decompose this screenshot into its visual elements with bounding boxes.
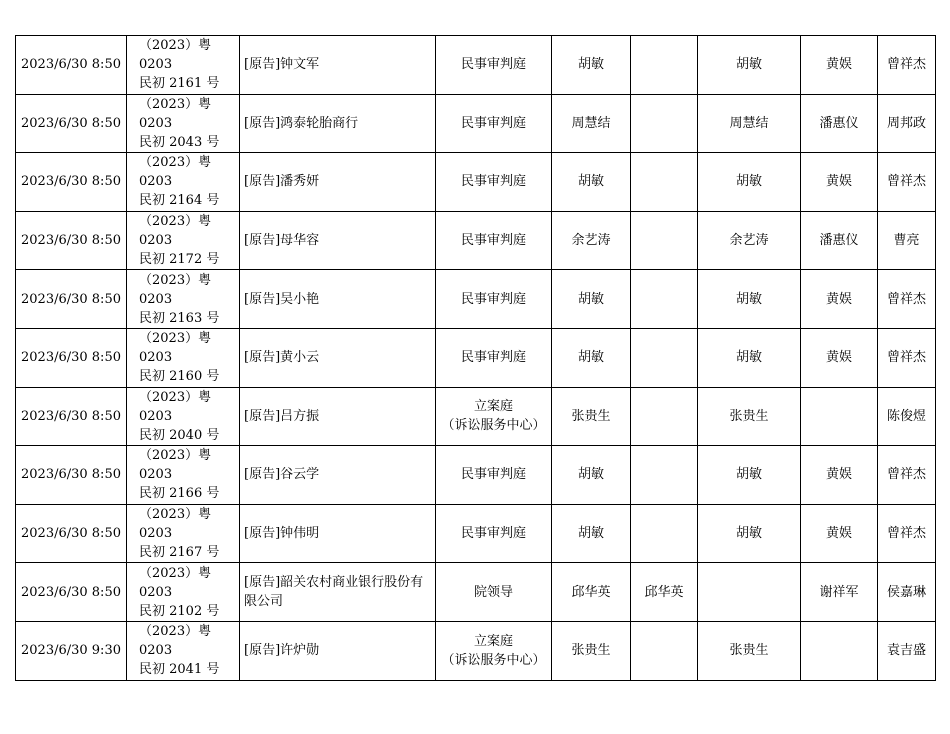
col5-cell: 胡敏	[552, 36, 631, 95]
hearing-datetime-cell: 2023/6/30 8:50	[16, 387, 127, 446]
col8-cell	[801, 621, 878, 680]
case-number-line1: （2023）粤 0203	[139, 96, 212, 131]
hearing-datetime-cell: 2023/6/30 8:50	[16, 328, 127, 387]
col7-cell: 胡敏	[698, 504, 801, 563]
department-line1: 院领导	[473, 584, 513, 600]
col7-cell: 胡敏	[698, 153, 801, 212]
department-line1: 民事审判庭	[460, 233, 526, 249]
case-number-line2: 民初 2160 号	[139, 369, 220, 385]
col8-cell: 潘惠仪	[801, 94, 878, 153]
table-row	[16, 270, 936, 329]
col7-cell: 胡敏	[698, 36, 801, 95]
col5-cell: 张贵生	[552, 621, 631, 680]
hearing-datetime-cell: 2023/6/30 8:50	[16, 563, 127, 622]
col7-cell: 张贵生	[698, 387, 801, 446]
col5-cell: 胡敏	[552, 270, 631, 329]
party-cell: [原告]韶关农村商业银行股份有限公司	[240, 563, 436, 622]
col8-cell: 潘惠仪	[801, 211, 878, 270]
department-line1: 立案庭	[473, 633, 513, 649]
table-row	[16, 328, 936, 387]
party-cell: [原告]黄小云	[240, 328, 436, 387]
hearing-datetime-cell: 2023/6/30 9:30	[16, 621, 127, 680]
case-number-cell	[127, 387, 240, 446]
case-number-line1: （2023）粤 0203	[139, 214, 212, 249]
department-line1: 民事审判庭	[460, 57, 526, 73]
case-number-line2: 民初 2172 号	[139, 252, 220, 268]
col6-cell	[631, 504, 698, 563]
col6-cell	[631, 153, 698, 212]
case-number-line2: 民初 2164 号	[139, 193, 220, 209]
department-line2: （诉讼服务中心）	[441, 418, 546, 434]
case-number-line1: （2023）粤 0203	[139, 565, 212, 600]
table-row	[16, 153, 936, 212]
col8-cell: 黄娱	[801, 446, 878, 505]
col7-cell: 胡敏	[698, 270, 801, 329]
department-cell	[436, 504, 552, 563]
col5-cell: 胡敏	[552, 446, 631, 505]
department-cell	[436, 446, 552, 505]
department-line1: 立案庭	[473, 399, 513, 415]
col7-cell	[698, 563, 801, 622]
case-number-cell	[127, 328, 240, 387]
col5-cell: 胡敏	[552, 153, 631, 212]
col9-cell: 袁吉盛	[878, 621, 936, 680]
department-cell	[436, 153, 552, 212]
col9-cell: 侯嘉琳	[878, 563, 936, 622]
col8-cell: 黄娱	[801, 328, 878, 387]
table-row	[16, 621, 936, 680]
col6-cell	[631, 328, 698, 387]
col7-cell: 胡敏	[698, 328, 801, 387]
case-number-line1: （2023）粤 0203	[139, 38, 212, 73]
table-row	[16, 211, 936, 270]
department-line2: （诉讼服务中心）	[441, 652, 546, 668]
col5-cell: 周慧结	[552, 94, 631, 153]
department-cell	[436, 94, 552, 153]
case-number-cell	[127, 446, 240, 505]
department-line1: 民事审判庭	[460, 350, 526, 366]
col9-cell: 曾祥杰	[878, 270, 936, 329]
table-row	[16, 387, 936, 446]
party-cell: [原告]吴小艳	[240, 270, 436, 329]
col6-cell	[631, 387, 698, 446]
col5-cell: 胡敏	[552, 328, 631, 387]
table-row	[16, 36, 936, 95]
col7-cell: 余艺涛	[698, 211, 801, 270]
case-number-line2: 民初 2167 号	[139, 545, 220, 561]
case-number-line1: （2023）粤 0203	[139, 389, 212, 424]
department-cell	[436, 36, 552, 95]
case-number-line2: 民初 2166 号	[139, 486, 220, 502]
case-number-line2: 民初 2163 号	[139, 310, 220, 326]
case-number-cell	[127, 153, 240, 212]
case-number-line2: 民初 2102 号	[139, 603, 220, 619]
col9-cell: 曾祥杰	[878, 504, 936, 563]
department-line1: 民事审判庭	[460, 526, 526, 542]
case-number-cell	[127, 94, 240, 153]
party-cell: [原告]钟文军	[240, 36, 436, 95]
col9-cell: 周邦政	[878, 94, 936, 153]
case-number-cell	[127, 36, 240, 95]
table-row	[16, 94, 936, 153]
col9-cell: 曾祥杰	[878, 36, 936, 95]
hearing-datetime-cell: 2023/6/30 8:50	[16, 446, 127, 505]
department-cell	[436, 270, 552, 329]
department-cell	[436, 621, 552, 680]
col5-cell: 邱华英	[552, 563, 631, 622]
col8-cell: 黄娱	[801, 153, 878, 212]
col8-cell: 黄娱	[801, 504, 878, 563]
table-row	[16, 504, 936, 563]
party-cell: [原告]鸿泰轮胎商行	[240, 94, 436, 153]
col7-cell: 周慧结	[698, 94, 801, 153]
party-cell: [原告]吕方振	[240, 387, 436, 446]
case-number-line2: 民初 2043 号	[139, 134, 220, 150]
col6-cell	[631, 270, 698, 329]
col5-cell: 张贵生	[552, 387, 631, 446]
party-cell: [原告]谷云学	[240, 446, 436, 505]
department-cell	[436, 563, 552, 622]
department-cell	[436, 211, 552, 270]
col5-cell: 胡敏	[552, 504, 631, 563]
hearing-schedule-table	[15, 35, 936, 681]
hearing-datetime-cell: 2023/6/30 8:50	[16, 270, 127, 329]
col6-cell	[631, 36, 698, 95]
col6-cell: 邱华英	[631, 563, 698, 622]
case-number-line1: （2023）粤 0203	[139, 155, 212, 190]
col6-cell	[631, 446, 698, 505]
party-cell: [原告]母华容	[240, 211, 436, 270]
col7-cell: 胡敏	[698, 446, 801, 505]
col9-cell: 曹亮	[878, 211, 936, 270]
case-number-line1: （2023）粤 0203	[139, 507, 212, 542]
case-number-cell	[127, 211, 240, 270]
hearing-datetime-cell: 2023/6/30 8:50	[16, 153, 127, 212]
col8-cell: 黄娱	[801, 270, 878, 329]
hearing-datetime-cell: 2023/6/30 8:50	[16, 36, 127, 95]
col7-cell: 张贵生	[698, 621, 801, 680]
table-row	[16, 563, 936, 622]
case-number-line1: （2023）粤 0203	[139, 624, 212, 659]
department-cell	[436, 387, 552, 446]
case-number-cell	[127, 621, 240, 680]
party-cell: [原告]钟伟明	[240, 504, 436, 563]
case-number-line2: 民初 2040 号	[139, 427, 220, 443]
party-cell: [原告]潘秀妍	[240, 153, 436, 212]
col5-cell: 余艺涛	[552, 211, 631, 270]
hearing-datetime-cell: 2023/6/30 8:50	[16, 94, 127, 153]
table-row	[16, 446, 936, 505]
case-number-line2: 民初 2041 号	[139, 662, 220, 678]
col8-cell: 谢祥军	[801, 563, 878, 622]
col9-cell: 曾祥杰	[878, 153, 936, 212]
col8-cell	[801, 387, 878, 446]
department-line1: 民事审判庭	[460, 174, 526, 190]
department-line1: 民事审判庭	[460, 115, 526, 131]
hearing-datetime-cell: 2023/6/30 8:50	[16, 211, 127, 270]
case-number-line2: 民初 2161 号	[139, 76, 220, 92]
case-number-line1: （2023）粤 0203	[139, 331, 212, 366]
case-number-cell	[127, 504, 240, 563]
hearing-datetime-cell: 2023/6/30 8:50	[16, 504, 127, 563]
department-line1: 民事审判庭	[460, 291, 526, 307]
col9-cell: 曾祥杰	[878, 328, 936, 387]
party-cell: [原告]许炉勋	[240, 621, 436, 680]
col6-cell	[631, 94, 698, 153]
col9-cell: 曾祥杰	[878, 446, 936, 505]
department-cell	[436, 328, 552, 387]
case-number-cell	[127, 563, 240, 622]
col6-cell	[631, 621, 698, 680]
col6-cell	[631, 211, 698, 270]
col9-cell: 陈俊煜	[878, 387, 936, 446]
case-number-cell	[127, 270, 240, 329]
case-number-line1: （2023）粤 0203	[139, 448, 212, 483]
case-number-line1: （2023）粤 0203	[139, 272, 212, 307]
department-line1: 民事审判庭	[460, 467, 526, 483]
col8-cell: 黄娱	[801, 36, 878, 95]
